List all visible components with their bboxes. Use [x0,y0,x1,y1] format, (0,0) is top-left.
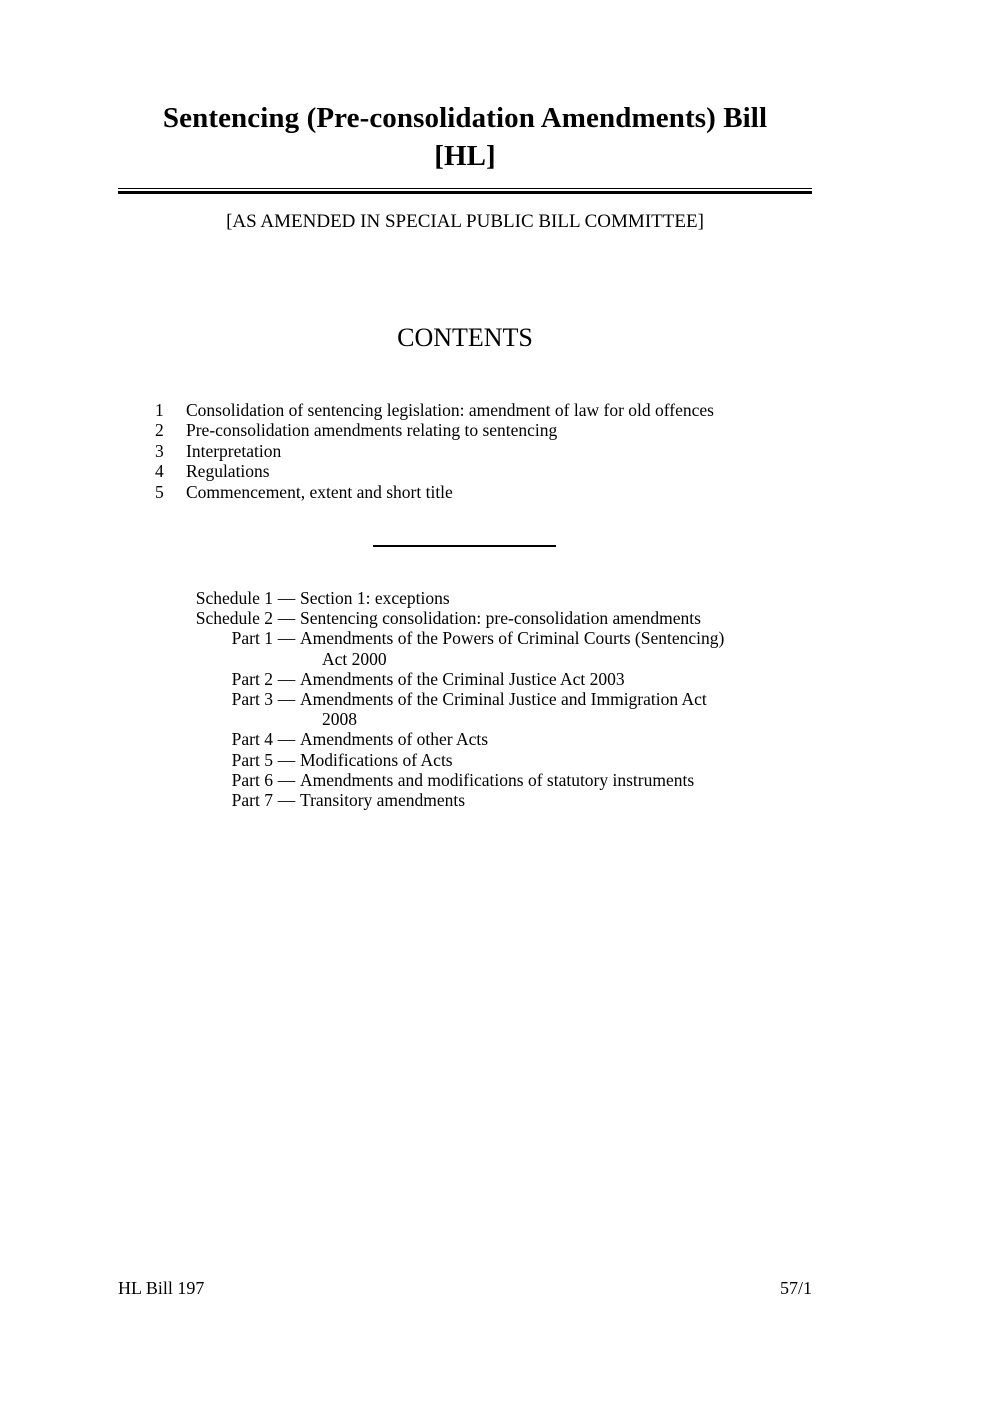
schedule-dash: — [277,769,296,790]
schedule-title: Amendments of other Acts [300,729,489,750]
bill-number: HL Bill 197 [118,1278,205,1298]
schedule-dash: — [277,628,296,649]
list-item[interactable] [118,750,818,770]
list-item[interactable] [118,588,818,608]
clause-number: 2 [155,420,164,441]
list-item[interactable] [118,628,818,668]
clause-number: 1 [155,400,164,420]
section-divider-rule [373,545,556,547]
schedule-label: Schedule 2 [195,608,273,629]
list-item[interactable] [118,729,818,749]
list-item[interactable] [118,608,818,628]
page-reference: 57/1 [779,1278,812,1298]
list-item[interactable] [155,420,815,440]
divider-thick-line [118,191,812,194]
list-item[interactable] [118,770,818,790]
schedule-title [300,689,818,729]
clause-title: Pre-consolidation amendments relating to sentencing [186,420,558,441]
clause-title: Interpretation [186,440,282,461]
clause-title: Consolidation of sentencing legislation: amendment of law for old offences [186,400,714,420]
schedule-label: Part 4 [231,729,273,750]
schedule-dash: — [277,608,296,629]
page-title [118,100,812,175]
schedule-title [300,628,818,668]
schedule-label: Part 7 [231,790,273,811]
list-item[interactable] [118,790,818,810]
schedule-label: Part 2 [231,668,273,689]
schedule-label: Schedule 1 [195,588,273,608]
list-item[interactable] [155,482,815,502]
title-block [118,100,812,175]
schedule-title-line-1: Amendments of the Powers of Criminal Courts (Sentencing) [300,628,725,649]
schedule-title-line-1: Amendments of the Criminal Justice and Immigration Act [300,689,707,710]
schedule-dash: — [277,749,296,770]
document-subtitle: [AS AMENDED IN SPECIAL PUBLIC BILL COMMITTEE] [226,211,704,232]
schedule-list [118,588,818,810]
contents-heading: CONTENTS [397,323,533,352]
title-divider-rule [118,188,812,194]
schedule-title: Section 1: exceptions [300,588,450,608]
clause-title: Regulations [186,461,270,482]
clause-title: Commencement, extent and short title [186,481,453,502]
schedule-dash: — [277,668,296,689]
schedule-dash: — [277,588,296,608]
schedule-dash: — [277,729,296,750]
schedule-title: Modifications of Acts [300,749,453,770]
schedule-title-line-2: 2008 [322,709,357,730]
clause-number: 3 [155,440,164,461]
schedule-label: Part 1 [231,628,273,649]
schedule-label: Part 3 [231,689,273,710]
schedule-title: Transitory amendments [300,790,466,811]
clause-list [155,400,815,502]
schedule-dash: — [277,790,296,811]
clause-number: 5 [155,481,164,502]
schedule-title: Amendments and modifications of statutory instruments [300,769,695,790]
schedule-title: Amendments of the Criminal Justice Act 2003 [300,668,625,689]
schedule-title-line-2: Act 2000 [322,648,387,669]
bill-title-line-2: [HL] [434,139,496,172]
list-item[interactable] [155,441,815,461]
list-item[interactable] [155,400,815,420]
list-item[interactable] [155,461,815,481]
schedule-label: Part 5 [231,749,273,770]
schedule-label: Part 6 [231,769,273,790]
bill-title-line-1: Sentencing (Pre-consolidation Amendments) Bill [162,102,768,134]
page-footer [118,1278,812,1300]
schedule-title: Sentencing consolidation: pre-consolidation amendments [300,608,701,629]
clause-number: 4 [155,461,164,482]
schedule-dash: — [277,689,296,710]
list-item[interactable] [118,689,818,729]
list-item[interactable] [118,669,818,689]
